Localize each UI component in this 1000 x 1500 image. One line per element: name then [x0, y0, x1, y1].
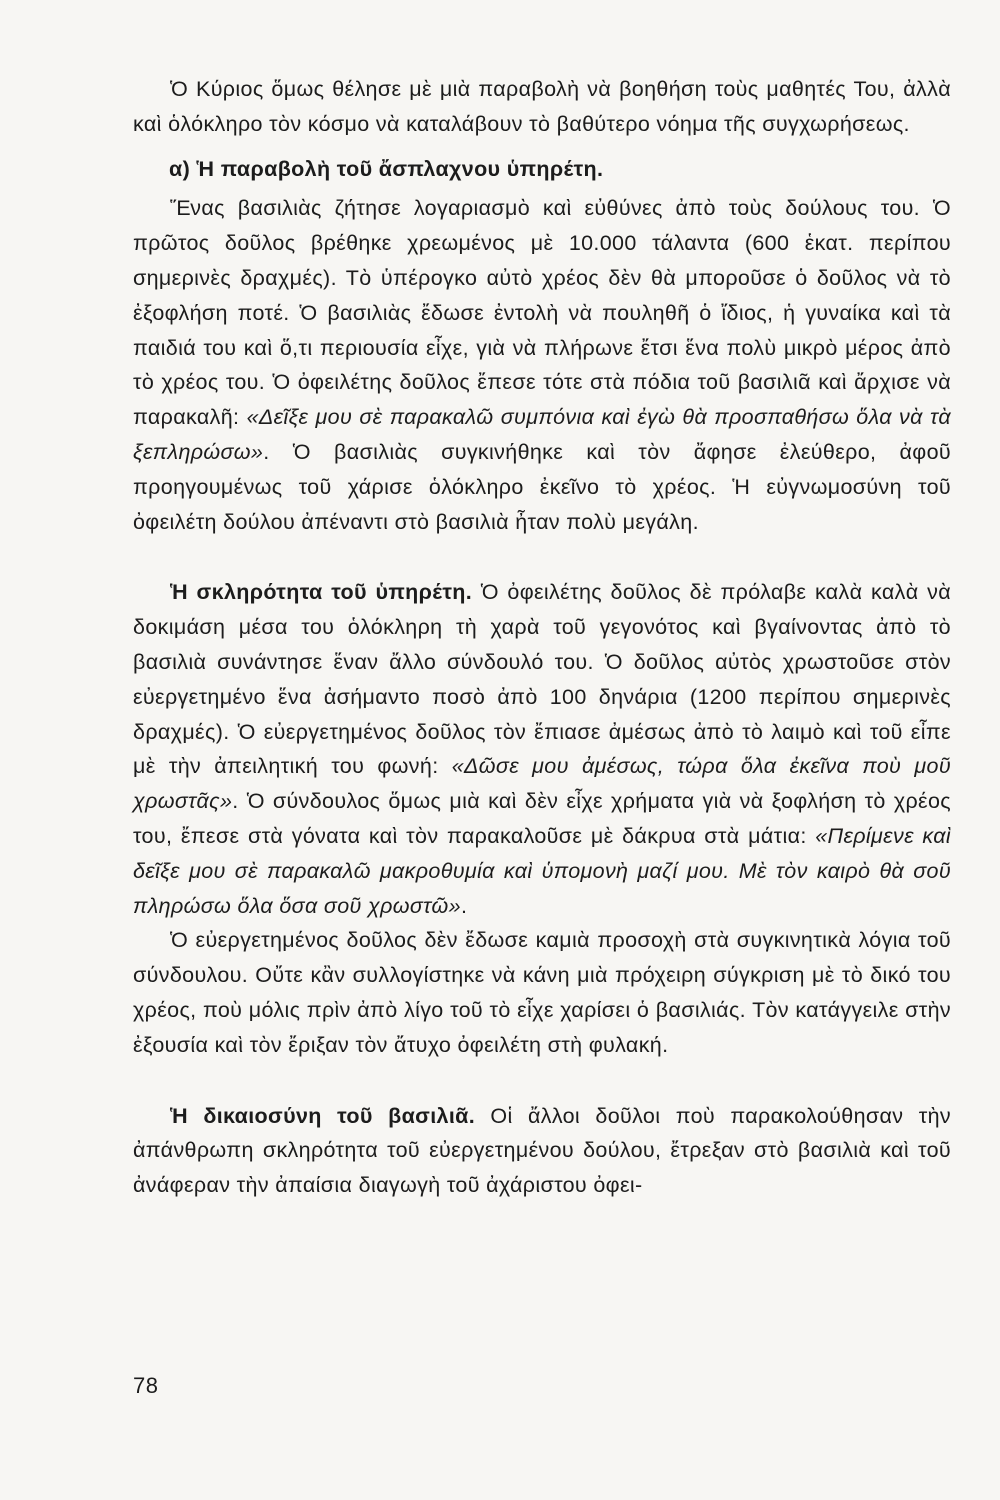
parable-paragraph	[133, 191, 951, 539]
parable-text-1: Ἕνας βασιλιὰς ζήτησε λογαριασμὸ καὶ εὐθύνες ἀπὸ τοὺς δούλους του. Ὁ πρῶτος δοῦλος βρέθηκε χρεωμένος μὲ 10.000 τάλαντα (600 ἑκατ. περίπου σημερινὲς δραχμές). Τὸ ὑπέρογκο αὐτὸ χρέος δὲν θὰ μποροῦσε ὁ δοῦλος νὰ τὸ ἐξοφλήση ποτέ. Ὁ βασιλιὰς ἔδωσε ἐντολὴ νὰ πουληθῆ ὁ ἴδιος, ἡ γυναίκα καὶ τὰ παιδιά του καὶ ὅ,τι περιουσία εἶχε, γιὰ νὰ πλήρωνε ἔτσι ἕνα πολὺ μικρὸ μέρος ἀπὸ τὸ χρέος του. Ὁ ὀφειλέτης δοῦλος ἔπεσε τότε στὰ πόδια τοῦ βασιλιᾶ καὶ ἄρχισε νὰ παρακαλῆ:	[133, 196, 951, 430]
debtor-plea-quote: «Δεῖξε μου σὲ παρακαλῶ συμπόνια καὶ ἐγὼ θὰ προσπαθήσω ὅλα νὰ τὰ ξεπληρώσω»	[133, 405, 951, 464]
page-number: 78	[133, 1373, 159, 1398]
justice-paragraph	[133, 1099, 951, 1203]
servant-demand-quote: «Δῶσε μου ἀμέσως, τώρα ὅλα ἐκεῖνα ποὺ μοῦ χρωστᾶς»	[133, 754, 951, 814]
cruelty-text-3: .	[460, 893, 468, 918]
parable-text-2: . Ὁ βασιλιὰς συγκινήθηκε καὶ τὸν ἄφησε ἐλεύθερο, ἀφοῦ προηγουμένως τοῦ χάρισε ὁλόκληρο ἐκεῖνο τὸ χρέος. Ἡ εὐγνωμοσύνη τοῦ ὀφειλέτη δούλου ἀπέναντι στὸ βασιλιὰ ἦταν πολὺ μεγάλη.	[133, 439, 951, 534]
body-text	[133, 72, 951, 1203]
cruelty-title: Ἡ σκληρότητα τοῦ ὑπηρέτη.	[170, 580, 473, 605]
justice-text: Οἱ ἄλλοι δοῦλοι ποὺ παρακολούθησαν τὴν ἀπάνθρωπη σκληρότητα τοῦ εὐεργετημένου δούλου, ἔτρεξαν στὸ βασιλιὰ καὶ τοῦ ἀνάφεραν τὴν ἀπαίσια διαγωγὴ τοῦ ἀχάριστου ὀφει-	[133, 1103, 951, 1198]
section-spacer	[133, 1063, 951, 1099]
parable-heading: α) Ἡ παραβολὴ τοῦ ἄσπλαχνου ὑπηρέτη.	[169, 156, 604, 181]
cruelty-text-2: . Ὁ σύνδουλος ὅμως μιὰ καὶ δὲν εἶχε χρήματα γιὰ νὰ ξοφλήση τὸ χρέος του, ἔπεσε στὰ γόνατα καὶ τὸν παρακαλοῦσε μὲ δάκρυα στὰ μάτια:	[133, 789, 951, 848]
denunciation-paragraph: Ὁ εὐεργετημένος δοῦλος δὲν ἔδωσε καμιὰ προσοχὴ στὰ συγκινητικὰ λόγια τοῦ σύνδουλου. Οὔτε κἂν συλλογίστηκε νὰ κάνη μιὰ πρόχειρη σύγκριση μὲ τὸ δικό του χρέος, ποὺ μόλις πρὶν ἀπὸ λίγο τοῦ τὸ εἶχε χαρίσει ὁ βασιλιάς. Τὸν κατάγγειλε στὴν ἐξουσία καὶ τὸν ἔριξαν τὸν ἄτυχο ὀφειλέτη στὴ φυλακή.	[133, 928, 951, 1057]
section-spacer	[133, 539, 951, 575]
intro-paragraph: Ὁ Κύριος ὅμως θέλησε μὲ μιὰ παραβολὴ νὰ βοηθήση τοὺς μαθητές Του, ἀλλὰ καὶ ὁλόκληρο τὸν κόσμο νὰ καταλάβουν τὸ βαθύτερο νόημα τῆς συγχωρήσεως.	[133, 77, 951, 136]
cruelty-text-1: Ὁ ὀφειλέτης δοῦλος δὲ πρόλαβε καλὰ καλὰ νὰ δοκιμάση μέσα του ὁλόκληρη τὴ χαρὰ τοῦ γεγονότος καὶ βγαίνοντας ἀπὸ τὸ βασιλιὰ συνάντησε ἕναν ἄλλο σύνδουλό του. Ὁ δοῦλος αὐτὸς χρωστοῦσε στὸν εὐεργετημένο ἕνα ἀσήμαντο ποσὸ ἀπὸ 100 δηνάρια (1200 περίπου σημερινὲς δραχμές). Ὁ εὐεργετημένος δοῦλος τὸν ἔπιασε ἀμέσως ἀπὸ τὸ λαιμὸ καὶ τοῦ εἶπε μὲ τὴν ἀπειλητική του φωνή:	[133, 580, 951, 779]
fellow-servant-plea-quote: «Περίμενε καὶ δεῖξε μου σὲ παρακαλῶ μακροθυμία καὶ ὑπομονὴ μαζί μου. Μὲ τὸν καιρὸ θὰ σοῦ πληρώσω ὅλα ὅσα σοῦ χρωστῶ»	[133, 823, 951, 918]
cruelty-paragraph	[133, 575, 951, 923]
justice-title: Ἡ δικαιοσύνη τοῦ βασιλιᾶ.	[170, 1103, 476, 1128]
